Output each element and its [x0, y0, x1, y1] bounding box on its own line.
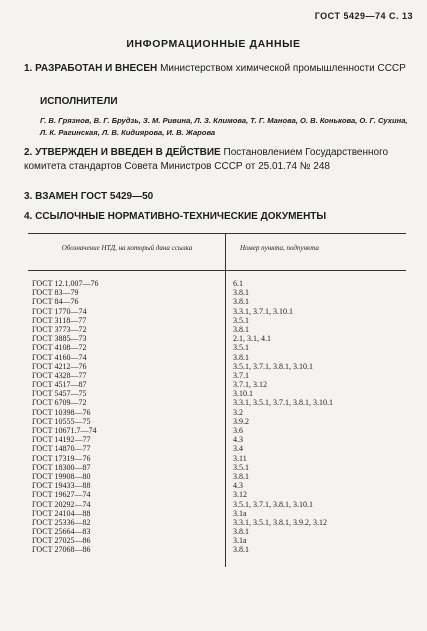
table-row	[28, 297, 406, 306]
table-row	[28, 536, 406, 545]
document-designation: ГОСТ 4160—74	[32, 352, 87, 362]
document-designation: ГОСТ 20292—74	[32, 499, 91, 509]
table-row	[28, 343, 406, 352]
document-designation: ГОСТ 10398—76	[32, 407, 91, 417]
table-header-document: Обозначение НТД, на который дана ссылка	[61, 244, 193, 252]
clause-number: 3.2	[233, 407, 243, 417]
section-number: 4.	[24, 211, 33, 222]
clause-number: 3.5.1, 3.7.1, 3.8.1, 3.10.1	[233, 499, 313, 509]
table-row	[28, 454, 406, 463]
document-designation: ГОСТ 4328—77	[32, 370, 87, 380]
clause-number: 3.5.1	[233, 462, 249, 472]
document-designation: ГОСТ 83—79	[32, 288, 79, 298]
document-designation: ГОСТ 14192—77	[32, 435, 91, 445]
section-number: 2.	[24, 147, 33, 158]
table-row	[28, 426, 406, 435]
section-1	[24, 62, 414, 76]
section-heading: УТВЕРЖДЕН И ВВЕДЕН В ДЕЙСТВИЕ	[35, 147, 221, 158]
table-row	[28, 371, 406, 380]
table-row	[28, 509, 406, 518]
clause-number: 3.3.1, 3.5.1, 3.8.1, 3.9.2, 3.12	[233, 517, 327, 527]
document-designation: ГОСТ 4212—76	[32, 361, 87, 371]
document-designation: ГОСТ 3885—73	[32, 334, 87, 344]
table-header-clause: Номер пункта, подпункта	[240, 244, 319, 252]
document-designation: ГОСТ 14870—77	[32, 444, 91, 454]
section-heading: ВЗАМЕН ГОСТ 5429—50	[35, 191, 154, 202]
table-row	[28, 490, 406, 499]
table-row	[28, 435, 406, 444]
clause-number: 3.8.1	[233, 324, 249, 334]
document-designation: ГОСТ 4108—72	[32, 343, 87, 353]
clause-number: 3.3.1, 3.5.1, 3.7.1, 3.8.1, 3.10.1	[233, 398, 333, 408]
table-row	[28, 472, 406, 481]
section-text: Постановлением Государственного комитета стандартов Совета Министров СССР от 25.01.74 № 248	[24, 147, 389, 172]
clause-number: 3.5.1	[233, 343, 249, 353]
document-designation: ГОСТ 18300—87	[32, 462, 91, 472]
section-text: Министерством химической промышленности СССР	[160, 63, 406, 74]
section-title: ИНФОРМАЦИОННЫЕ ДАННЫЕ	[126, 38, 301, 50]
section-3	[24, 190, 414, 204]
table-row	[28, 417, 406, 426]
document-designation: ГОСТ 19908—80	[32, 471, 91, 481]
document-designation: ГОСТ 12.1.007—76	[32, 279, 99, 288]
clause-number: 3.1а	[233, 536, 247, 546]
table-row	[28, 545, 406, 554]
reference-table	[28, 233, 406, 567]
clause-number: 3.5.1	[233, 315, 249, 325]
clause-number: 6.1	[233, 279, 243, 288]
clause-number: 4.3	[233, 481, 243, 491]
document-designation: ГОСТ 25336—82	[32, 517, 91, 527]
clause-number: 2.1, 3.1, 4.1	[233, 334, 271, 344]
table-row	[28, 408, 406, 417]
table-row	[28, 288, 406, 297]
clause-number: 3.8.1	[233, 471, 249, 481]
clause-number: 3.5.1, 3.7.1, 3.8.1, 3.10.1	[233, 361, 313, 371]
clause-number: 3.8.1	[233, 545, 249, 555]
clause-number: 3.4	[233, 444, 243, 454]
table-row	[28, 380, 406, 389]
document-designation: ГОСТ 84—76	[32, 297, 79, 307]
clause-number: 3.10.1	[233, 389, 253, 399]
document-designation: ГОСТ 25664—83	[32, 527, 91, 537]
clause-number: 3.8.1	[233, 288, 249, 298]
document-designation: ГОСТ 5457—75	[32, 389, 87, 399]
document-designation: ГОСТ 24104—88	[32, 508, 91, 518]
document-designation: ГОСТ 19627—74	[32, 490, 91, 500]
document-designation: ГОСТ 19433—88	[32, 481, 91, 491]
document-designation: ГОСТ 27025—86	[32, 536, 91, 546]
table-row	[28, 389, 406, 398]
executors-list: Г. В. Грязнов, В. Г. Брудзь, З. М. Ривина, Л. З. Климова, Т. Г. Манова, О. В. Конькова, О. Г. Сухина, Л. К. Рагинская, Л. В. Кидиярова, И. В. Жарова	[40, 116, 408, 137]
clause-number: 3.8.1	[233, 527, 249, 537]
document-designation: ГОСТ 27068—86	[32, 545, 91, 555]
document-designation: ГОСТ 3773—72	[32, 324, 87, 334]
clause-number: 3.7.1	[233, 370, 249, 380]
table-row	[28, 362, 406, 371]
executors-heading: ИСПОЛНИТЕЛИ	[40, 96, 118, 107]
clause-number: 4.3	[233, 435, 243, 445]
document-designation: ГОСТ 6709—72	[32, 398, 87, 408]
page-header: ГОСТ 5429—74 С. 13	[314, 11, 413, 21]
document-designation: ГОСТ 10555—75	[32, 416, 91, 426]
clause-number: 3.8.1	[233, 297, 249, 307]
section-number: 1.	[24, 63, 33, 74]
section-2	[24, 146, 414, 174]
clause-number: 3.1а	[233, 508, 247, 518]
table-row	[28, 463, 406, 472]
table-row	[28, 398, 406, 407]
table-row	[28, 500, 406, 509]
table-header-row	[28, 234, 406, 271]
table-row	[28, 325, 406, 334]
table-row	[28, 353, 406, 362]
document-designation: ГОСТ 17319—76	[32, 453, 91, 463]
table-row	[28, 518, 406, 527]
document-designation: ГОСТ 1770—74	[32, 306, 87, 316]
table-row	[28, 444, 406, 453]
document-designation: ГОСТ 10671.7—74	[32, 426, 97, 435]
clause-number: 3.8.1	[233, 352, 249, 362]
clause-number: 3.6	[233, 426, 243, 435]
table-row	[28, 481, 406, 490]
document-designation: ГОСТ 3118—77	[32, 315, 87, 325]
section-heading: РАЗРАБОТАН И ВНЕСЕН	[35, 63, 158, 74]
table-row	[28, 307, 406, 316]
clause-number: 3.3.1, 3.7.1, 3.10.1	[233, 306, 293, 316]
clause-number: 3.7.1, 3.12	[233, 380, 267, 390]
clause-number: 3.9.2	[233, 416, 249, 426]
clause-number: 3.11	[233, 453, 247, 463]
table-row	[28, 316, 406, 325]
table-row	[28, 334, 406, 343]
table-row	[28, 527, 406, 536]
table-body	[28, 279, 406, 555]
section-4	[24, 210, 414, 224]
section-heading: ССЫЛОЧНЫЕ НОРМАТИВНО-ТЕХНИЧЕСКИЕ ДОКУМЕНТЫ	[35, 211, 327, 222]
document-designation: ГОСТ 4517—87	[32, 380, 87, 390]
table-row	[28, 279, 406, 288]
clause-number: 3.12	[233, 490, 247, 500]
section-number: 3.	[24, 191, 33, 202]
